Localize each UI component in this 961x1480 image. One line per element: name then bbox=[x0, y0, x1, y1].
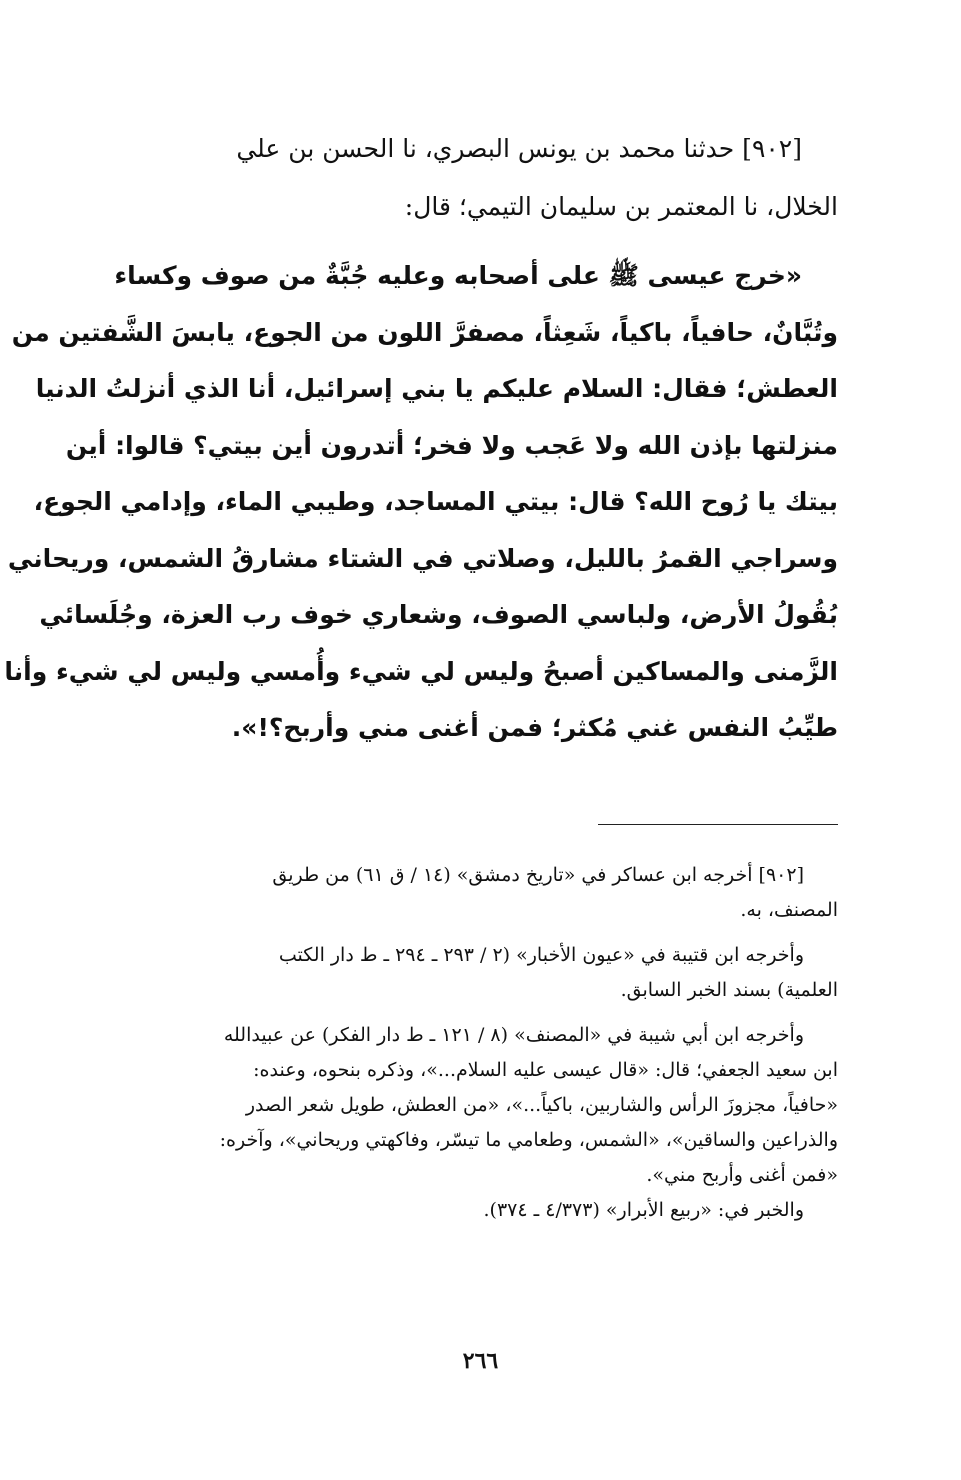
narration-line: طيِّبُ النفس غني مُكثر؛ فمن أغنى مني وأربح؟!». bbox=[231, 713, 838, 742]
narration-line: العطش؛ فقال: السلام عليكم يا بني إسرائيل، أنا الذي أنزلتُ الدنيا bbox=[35, 374, 838, 403]
narration-line: منزلتها بإذن الله ولا عَجب ولا فخر؛ أتدرون أين بيتي؟ قالوا: أين bbox=[65, 430, 838, 460]
page-number: ٢٦٦ bbox=[462, 1348, 499, 1374]
footnote-line: المصنف، به. bbox=[740, 899, 838, 921]
footnote-separator bbox=[598, 824, 838, 825]
narration-line: وسراجي القمرُ بالليل، وصلاتي في الشتاء مشارقُ الشمس، وريحاني bbox=[7, 543, 838, 573]
footnote-line: وأخرجه ابن أبي شيبة في «المصنف» (٨ / ١٢١ ـ ط دار الفكر) عن عبيدالله bbox=[223, 1024, 804, 1046]
footnote-line: وأخرجه ابن قتيبة في «عيون الأخبار» (٢ / ٢٩٣ ـ ٢٩٤ ـ ط دار الكتب bbox=[278, 944, 804, 966]
footnote-line: ابن سعيد الجعفي؛ قال: «قال عيسى عليه السلام...»، وذكره بنحوه، وعنده: bbox=[253, 1059, 838, 1081]
narration-line: بُقُولُ الأرض، ولباسي الصوف، وشعاري خوف رب العزة، وجُلَسائي bbox=[39, 600, 838, 629]
isnad-line: الخلال، نا المعتمر بن سليمان التيمي؛ قال: bbox=[404, 192, 838, 221]
footnotes bbox=[118, 858, 838, 1228]
footnote-line: العلمية) بسند الخبر السابق. bbox=[620, 979, 838, 1001]
isnad-line: [٩٠٢] حدثنا محمد بن يونس البصري، نا الحسن بن علي bbox=[236, 134, 802, 163]
isnad-chain bbox=[118, 120, 838, 236]
footnote-line: والذراعين والساقين»، «الشمس، وطعامي ما تيسّر، وفاكهتي وريحاني»، وآخره: bbox=[219, 1129, 838, 1151]
footnote-line: «فمن أغنى وأربح مني». bbox=[646, 1164, 838, 1186]
narration-line: وتُبَّانٌ، حافياً، باكياً، شَعِثاً، مصفرَّ اللون من الجوع، يابسَ الشَّفتين من bbox=[11, 317, 838, 347]
narration-text bbox=[4, 248, 838, 757]
narration-line: الزَّمنى والمساكين أصبحُ وليس لي شيء وأُمسي وليس لي شيء وأنا bbox=[4, 656, 838, 686]
narration-line: بيتك يا رُوح الله؟ قال: بيتي المساجد، وطيبي الماء، وإدامي الجوع، bbox=[33, 487, 838, 516]
footnote-line: والخبر في: «ربيع الأبرار» (٤/٣٧٣ ـ ٣٧٤). bbox=[483, 1199, 804, 1221]
footnote-line: «حافياً، مجزوزَ الرأس والشاربين، باكياً...»، «من العطش، طويل شعر الصدر bbox=[245, 1094, 838, 1116]
footnote-line: [٩٠٢] أخرجه ابن عساكر في «تاريخ دمشق» (١٤ / ق ٦١) من طريق bbox=[272, 864, 804, 886]
narration-line: «خرج عيسى ﷺ على أصحابه وعليه جُبَّةٌ من صوف وكساء bbox=[114, 261, 802, 290]
